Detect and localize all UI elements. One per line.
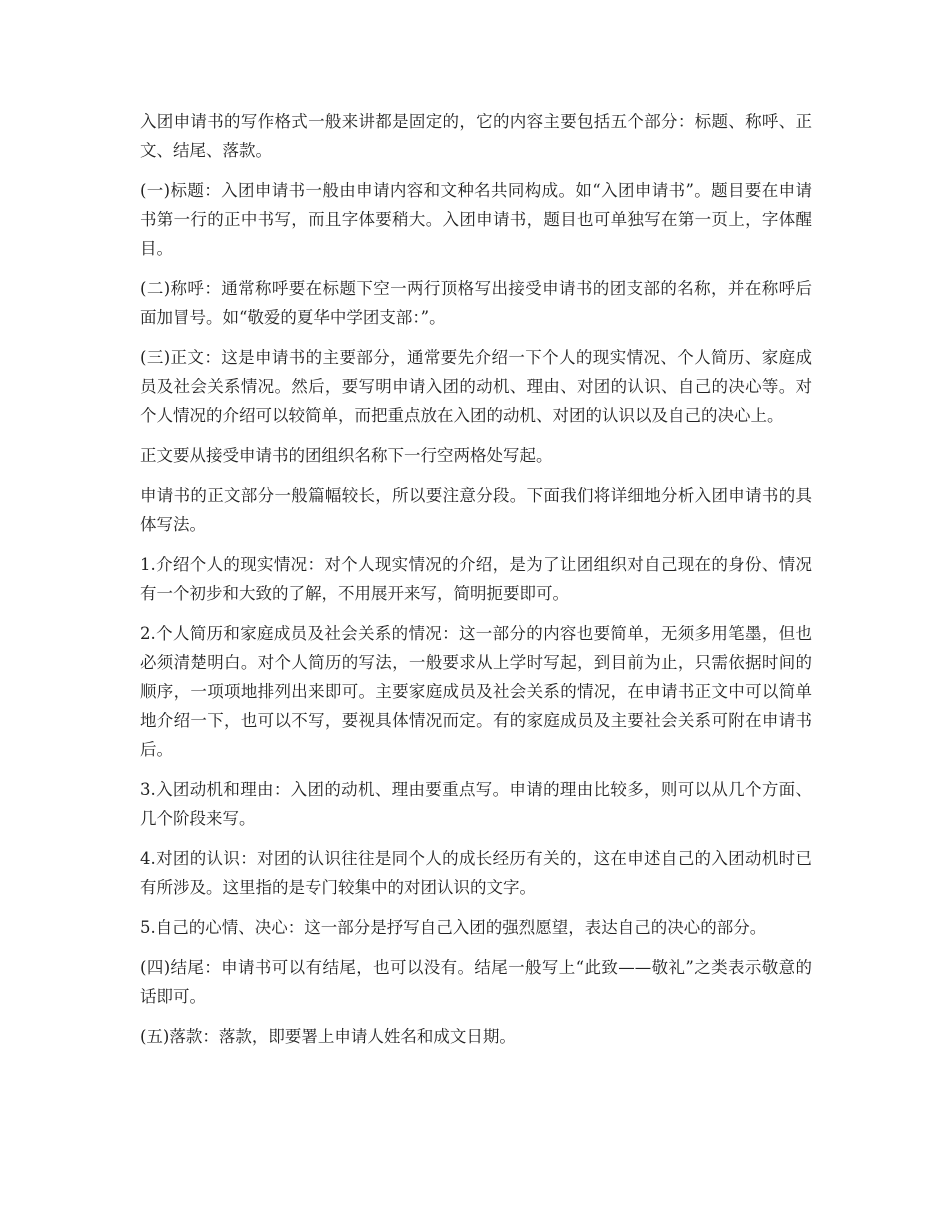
- paragraph-point-2: 2.个人简历和家庭成员及社会关系的情况：这一部分的内容也要简单，无须多用笔墨，但也必须清楚明白。对个人简历的写法，一般要求从上学时写起，到目前为止，只需依据时间的顺序，一项项地排列出来即可。主要家庭成员及社会关系的情况，在申请书正文中可以简单地介绍一下，也可以不写，要视具体情况而定。有的家庭成员及主要社会关系可附在申请书后。: [140, 624, 812, 759]
- paragraph-title-section: (一)标题：入团申请书一般由申请内容和文种名共同构成。如“入团申请书”。题目要在申请书第一行的正中书写，而且字体要稍大。入团申请书，题目也可单独写在第一页上，字体醒目。: [140, 181, 812, 258]
- paragraph-salutation-section: (二)称呼：通常称呼要在标题下空一两行顶格写出接受申请书的团支部的名称，并在称呼后面加冒号。如“敬爱的夏华中学团支部：”。: [140, 279, 812, 327]
- paragraph-body-start: 正文要从接受申请书的团组织名称下一行空两格处写起。: [140, 446, 553, 465]
- paragraph-intro: 入团申请书的写作格式一般来讲都是固定的，它的内容主要包括五个部分：标题、称呼、正文、结尾、落款。: [140, 112, 812, 160]
- paragraph-signature-section: (五)落款：落款，即要署上申请人姓名和成文日期。: [140, 1027, 516, 1046]
- document-body: [140, 107, 812, 1062]
- paragraph-point-5: 5.自己的心情、决心：这一部分是抒写自己入团的强烈愿望，表达自己的决心的部分。: [140, 918, 767, 937]
- paragraph-point-1: 1.介绍个人的现实情况：对个人现实情况的介绍，是为了让团组织对自己现在的身份、情况有一个初步和大致的了解，不用展开来写，简明扼要即可。: [140, 555, 812, 603]
- paragraph-point-4: 4.对团的认识：对团的认识往往是同个人的成长经历有关的，这在申述自己的入团动机时已有所涉及。这里指的是专门较集中的对团认识的文字。: [140, 849, 812, 897]
- paragraph-body-segmentation: 申请书的正文部分一般篇幅较长，所以要注意分段。下面我们将详细地分析入团申请书的具体写法。: [140, 486, 812, 534]
- paragraph-body-section: (三)正文：这是申请书的主要部分，通常要先介绍一下个人的现实情况、个人简历、家庭成员及社会关系情况。然后，要写明申请入团的动机、理由、对团的认识、自己的决心等。对个人情况的介绍可以较简单，而把重点放在入团的动机、对团的认识以及自己的决心上。: [140, 348, 812, 425]
- paragraph-closing-section: (四)结尾：申请书可以有结尾，也可以没有。结尾一般写上“此致——敬礼”之类表示敬意的话即可。: [140, 958, 812, 1006]
- paragraph-point-3: 3.入团动机和理由：入团的动机、理由要重点写。申请的理由比较多，则可以从几个方面、几个阶段来写。: [140, 780, 812, 828]
